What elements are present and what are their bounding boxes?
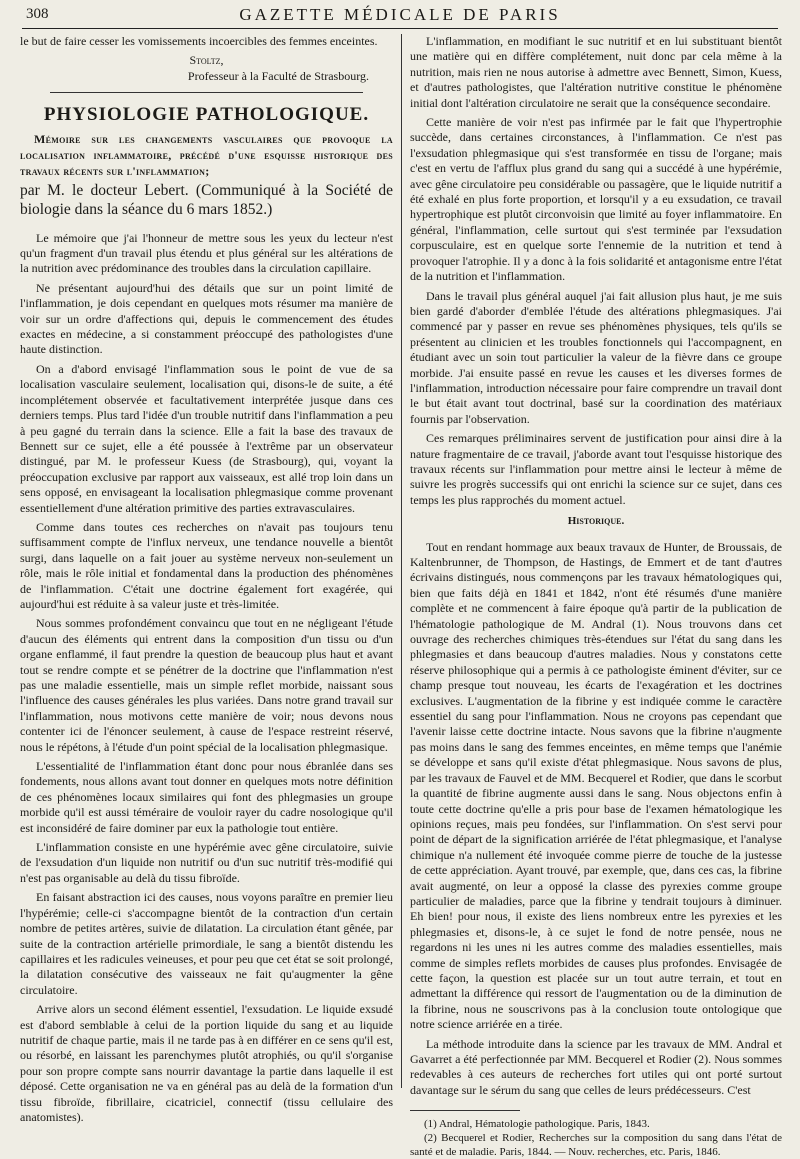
page-number: 308 <box>26 6 49 22</box>
historique-title: Historique. <box>567 515 625 528</box>
paragraph: Le mémoire que j'ai l'honneur de mettre sous les yeux du lecteur n'est qu'un fragment d'un travail plus étendu et plus général sur les altérations de la nutrition avec prédominance des troubles dans la circulation capillaire. <box>20 230 393 276</box>
intro-text: le but de faire cesser les vomissements incoercibles des femmes enceintes. <box>20 34 378 48</box>
paragraph: Ne présentant aujourd'hui des détails que sur un point limité de l'inflammation, je dois cependant en quelques mots résumer ma manière de voir sur un ordre d'affections qui, depuis le commencement des études exactes en médecine, a si constamment préoccupé des pathologistes d'une haute distinction. <box>20 280 393 357</box>
paragraph: La méthode introduite dans la science par les travaux de MM. Andral et Gavarret a été perfectionnée par MM. Becquerel et Rodier (2). Nous sommes redevables à ces auteurs de recherches fort utiles qui ont porté surtout davantage sur le sérum du sang que celles de leurs prédécesseurs. C'est <box>410 1036 782 1097</box>
signature-name: Stoltz, <box>189 53 224 68</box>
column-divider <box>401 34 402 1088</box>
paragraph: L'essentialité de l'inflammation étant donc pour nous ébranlée dans ses fondements, nous allons avant tout donner en quelques mots notre définition de ces phénomènes locaux similaires qui font des phlegmasies un groupe morbide qu'il est aussi téméraire de vouloir rayer du cadre nosologique qu'il est inconsidéré de faire dominer par eux la pathologie tout entière. <box>20 759 393 835</box>
footnote-rule <box>410 1110 520 1111</box>
paragraph: L'inflammation consiste en une hypérémie avec gêne circulatoire, suivie de l'exsudation d'un liquide non nutritif ou d'un suc nutritif très-modifié qui n'est pas organisable au delà du tissu fibroïde. <box>20 840 393 885</box>
section-divider <box>50 92 363 93</box>
paragraph: En faisant abstraction ici des causes, nous voyons paraître en premier lieu l'hypérémie; celle-ci s'accompagne bientôt de la contraction d'un certain nombre de petites artères, suivie de dilatation. La circulation étant gênée, par suite de la contraction artérielle primordiale, le sang a bientôt distendu les capillaires et les radicules veineuses, et pour peu que cet état se soit prolongé, la dilatation consécutive des vaisseaux ne fait qu'augmenter la gêne circulatoire. <box>20 890 393 997</box>
paragraph: On a d'abord envisagé l'inflammation sous le point de vue de sa localisation vasculaire seulement, localisation qui, disons-le de suite, a été incomplétement observée et facultativement interprétée jusque dans ces derniers temps. Plus tard l'idée d'un trouble nutritif dans l'inflammation a peu à peu gagné du terrain dans la science. Elle a fait la base des travaux de Bennett sur ce sujet, elle a été poussée à l'extrême par un observateur distingué, par M. le professeur Kuess (de Strasbourg), qui, voyant la préoccupation exclusive par rapport aux vaisseaux, est allé trop loin dans un sens opposé, en envisageant la localisation phlegmasique comme provenant essentiellement d'une altération primitive des parties extravasculaires. <box>20 361 393 515</box>
memoir-author: par M. le docteur Lebert. (Communiqué à la Société de biologie dans la séance du 6 mars 1852.) <box>20 181 393 218</box>
page-header <box>22 4 778 29</box>
paragraph: L'inflammation, en modifiant le suc nutritif et en lui substituant bientôt une matière qui en diffère complétement, nuit donc par cela même à la nutrition, mais rien ne nous autorise à admettre avec Bennett, Simon, Kuess, et d'autres pathologistes, que l'altération nutritive constitue le phénomène initial dont l'altération circulatoire ne serait que la conséquence secondaire. <box>410 34 782 110</box>
right-column <box>410 34 782 1159</box>
paragraph: Arrive alors un second élément essentiel, l'exsudation. Le liquide exsudé est d'abord semblable à celui de la portion liquide du sang et au liquide nutritif de chaque partie, mais il ne tarde pas à en différer en ce sens qu'il est, ou résorbé, en laissant les parenchymes plutôt atrophiés, ou qu'il s'organise pour son propre compte sans nourrir davantage la partie dans laquelle il est déposé. Cette organisation ne va en général pas au delà de la formation d'un tissu fibroïde, fibrillaire, cicatriciel, connectif (tissu cellulaire des anatomistes). <box>20 1002 393 1124</box>
signature-role: Professeur à la Faculté de Strasbourg. <box>187 68 369 83</box>
paragraph: Tout en rendant hommage aux beaux travaux de Hunter, de Broussais, de Kaltenbrunner, de Thompson, de Hastings, de Emmert et de tant d'autres écrivains distingués, nous commençons par les travaux hématologiques qui, bien que faits déjà en 1841 et 1842, n'ont été résumés d'une manière complète et ne commencent à faire époque qu'à partir de la publication de l'hématologie pathologique de M. Andral (1). Nous trouvons dans cet ouvrage des recherches chimiques très-étendues sur l'état du sang dans les phlegmasies et dans beaucoup d'autres maladies. Nous y constatons cette réserve philosophique qui a permis à ce pathologiste éminent d'éviter, sur ce champ presque tout nouveau, les écarts de l'exagération et les doctrines exclusives. L'augmentation de la fibrine y est indiquée comme le caractère essentiel du sang pour l'inflammation. Nous ne croyons pas cependant que l'avenir laisse cette doctrine intacte. Nous savons que la fibrine n'augmente pas moins dans le sang des femmes enceintes, en même temps que l'anémie se développe et sans qu'il existe d'état phlegmasique. Nous savons de plus, par les travaux de Fauvel et de MM. Becquerel et Rodier, que dans le scorbut la quantité de fibrine augmente aussi dans le sang. Nous objectons enfin à toute cette doctrine qu'elle a pris pour base de l'examen hématologique les opinions reçues, mais peu fondées, sur l'inflammation. On s'est servi pour point de départ de la signification arriérée de l'état phlegmasique, et l'analyse chimique n'a nullement été invoquée comme pierre de touche de la justesse de cette appréciation. Ayant trouvé, par exemple, que, dans ces cas, la fibrine avait augmenté, on leur a opposé la classe des pyrexies comme groupe particulier de maladies, parce que la fibrine y tendrait toujours à diminuer. Eh bien! pour nous, il existe des liens nombreux entre les pyrexies et les phlegmasies et, disons-le, à ce sujet le fond de notre pensée, nous ne regardons ni les unes ni les autres comme des maladies essentielles, mais comme de simples reflets morbides de causes plus profondes. Envisagée de cette façon, la question est placée sur un tout autre terrain, et tout en admettant la différence qui ressort de l'augmentation ou de la diminution de la fibrine, nous ne souscrivons pas à la conclusion toute ontologique que notre science arriérée en a tirée. <box>410 539 782 1032</box>
journal-title: GAZETTE MÉDICALE DE PARIS <box>239 5 561 24</box>
paragraph: Dans le travail plus général auquel j'ai fait allusion plus haut, je me suis bien gardé d'aborder d'emblée l'étude des altérations phlegmasiques. J'ai commencé par y passer en revue ses phénomènes physiques, tels qu'ils se présentent au clinicien et les troubles fonctionnels qui l'accompagnent, en étudiant avec un soin tout particulier la valeur de la fièvre dans ce groupe morbide. J'ai ensuite passé en revue les causes et les diverses formes de l'inflammation, introduction nécessaire pour faire comprendre un travail dont le but était avant tout doctrinal, basé sur la coordination des matériaux fournis par l'observation. <box>410 288 782 426</box>
footnote: (2) Becquerel et Rodier, Recherches sur la composition du sang dans l'état de santé et de maladie. Paris, 1844. — Nouv. recherches, etc. Paris, 1846. <box>410 1132 782 1159</box>
paragraph: Ces remarques préliminaires servent de justification pour ainsi dire à la nature fragmentaire de ce travail, j'aborde avant tout l'esquisse historique des travaux récents sur l'inflammation pour mettre ainsi le lecteur à même de suivre les progrès successifs qui ont enrichi la science sur ce sujet, dans ces temps les plus rapprochés du moment actuel. <box>410 431 782 507</box>
footnote: (1) Andral, Hématologie pathologique. Paris, 1843. <box>424 1118 650 1131</box>
memoir-title <box>20 131 393 179</box>
paragraph: Cette manière de voir n'est pas infirmée par le fait que l'hypertrophie succède, dans certaines circonstances, à l'inflammation. Ce n'est pas l'exsudation phlegmasique qui s'est transformée en tissu de l'organe; mais c'est en vertu de l'afflux plus grand du sang qui a succédé à une hypérémie, avec gêne circulatoire peu considérable ou passagère, que le liquide nutritif a été exhalé en plus forte proportion, et lorsqu'il y a eu exsudation, ce travail hypertrophique est plutôt circonvoisin que limité au foyer inflammatoire. En général, l'inflammation, celle surtout qui s'est terminée par l'exsudation corpusculaire, est en quelque sorte l'ennemie de la nutrition et tend à provoquer l'atrophie. Il y a donc à la fois solidarité et antagonisme entre l'état de la nutrition et l'inflammation. <box>410 115 782 284</box>
paragraph: Comme dans toutes ces recherches on n'avait pas toujours tenu suffisamment compte de l'influx nerveux, une tendance nouvelle a bientôt surgi, dans laquelle on a fait jouer au système nerveux non-seulement un rôle, mais le rôle initial et fondamental dans la production des phénomènes de l'inflammation. C'était une doctrine également fort exagérée, qui aujourd'hui est réduite à sa valeur juste et très-limitée. <box>20 519 393 611</box>
paragraph: Nous sommes profondément convaincu que tout en ne négligeant l'étude d'aucun des éléments qui entrent dans la composition d'un tissu ou d'un organe enflammé, il faut prendre la question de beaucoup plus haut et avant tout se rendre compte et se pénétrer de la doctrine que l'inflammation n'est pas une maladie essentielle, mais un simple reflet morbide, naissant sous l'influence des causes générales les plus variées. Dans notre grand travail sur l'inflammation, nous motivons cette manière de voir; nous devons nous contenter ici de l'énoncer seulement, à cause de l'espace restreint réservé, nous le répétons, à l'étude d'un point spécial de la localisation phlegmasique. <box>20 616 393 754</box>
left-column <box>20 34 393 1124</box>
section-title: PHYSIOLOGIE PATHOLOGIQUE. <box>43 104 370 126</box>
memoir-title-text: Mémoire sur les changements vasculaires que provoque la localisation inflammatoire, précédé d'une esquisse historique des travaux récents sur l'inflammation; <box>20 131 393 178</box>
